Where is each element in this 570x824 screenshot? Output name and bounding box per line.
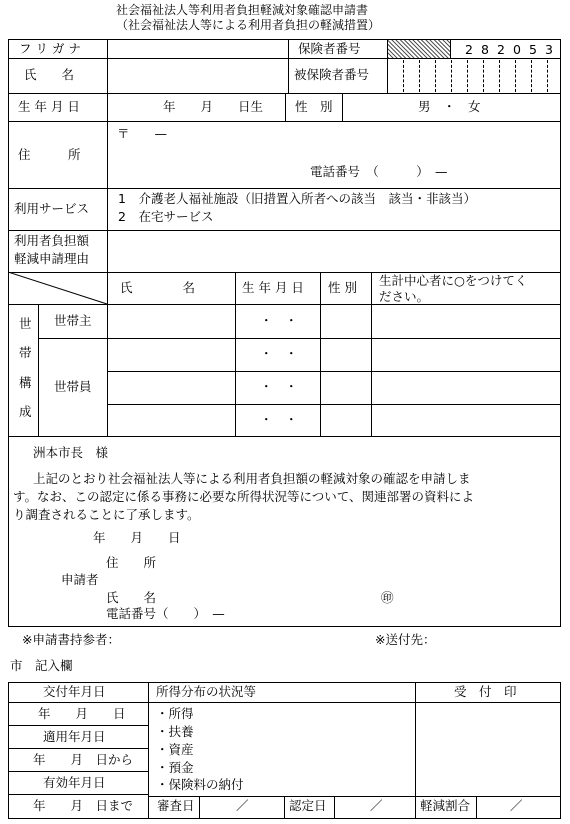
applicant-phone[interactable]: 電話番号（ ） — xyxy=(106,606,225,621)
form-title: 社会福祉法人等利用者負担軽減対象確認申請書 xyxy=(116,3,369,17)
approve-date-slash: ／ xyxy=(370,798,383,813)
service-option-1[interactable]: 1 介護老人福祉施設（旧措置入所者への該当 該当・非該当） xyxy=(118,191,476,206)
insurer-digit: 8 xyxy=(481,42,489,57)
valid-date-label: 有効年月日 xyxy=(43,775,106,790)
income-item: ・保険料の納付 xyxy=(156,777,244,792)
reason-label-line1: 利用者負担額 xyxy=(14,233,90,248)
household-header-note-2: ださい。 xyxy=(379,289,430,304)
name-label: 氏 名 xyxy=(24,67,75,82)
household-head-label: 世帯主 xyxy=(54,313,92,328)
issue-date-field[interactable]: 年 月 日 xyxy=(38,706,126,721)
application-date[interactable]: 年 月 日 xyxy=(93,530,181,545)
household-header-note: 生計中心者に○をつけてく xyxy=(379,273,528,288)
insurer-digit: 2 xyxy=(497,42,505,57)
income-item: ・扶養 xyxy=(156,724,194,739)
service-option-2[interactable]: 2 在宅サービス xyxy=(118,209,214,224)
sendto-note: ※送付先： xyxy=(375,632,436,647)
applicant-address-label: 住 所 xyxy=(106,555,157,570)
declaration-text-1: 上記のとおり社会福祉法人等による利用者負担額の軽減対象の確認を申請しま xyxy=(33,471,471,486)
insurer-number-label: 保険者番号 xyxy=(298,41,361,56)
bearer-note: ※申請書持参者： xyxy=(22,632,120,647)
postal-code-field[interactable]: 〒 — xyxy=(117,126,168,141)
phone-field[interactable]: 電話番号 （ ） — xyxy=(310,164,448,179)
birth-date-dots: ・ ・ xyxy=(260,346,298,361)
household-member-label: 世帯員 xyxy=(54,379,92,394)
reduction-rate-slash: ／ xyxy=(510,798,523,813)
issue-date-label: 交付年月日 xyxy=(43,684,106,699)
diagonal-line xyxy=(8,272,108,305)
birth-date-field[interactable]: 年 月 日生 xyxy=(163,99,264,114)
receipt-stamp-label: 受 付 印 xyxy=(454,684,517,699)
household-side-char: 世 xyxy=(19,316,32,331)
reason-field[interactable] xyxy=(108,231,560,272)
household-side-char: 帯 xyxy=(19,345,32,360)
applicant-name-label: 氏 名 xyxy=(106,590,157,605)
approve-date-label: 認定日 xyxy=(289,798,327,813)
household-side-char: 成 xyxy=(19,404,32,419)
insured-number-field[interactable] xyxy=(388,60,560,92)
apply-date-label: 適用年月日 xyxy=(43,729,106,744)
birth-date-dots: ・ ・ xyxy=(260,412,298,427)
applicant-label: 申請者 xyxy=(61,572,99,587)
household-header-birth: 生 年 月 日 xyxy=(242,280,304,295)
insurer-digit: 3 xyxy=(545,42,553,57)
declaration-text-2: す。なお、この認定に係る事務に必要な所得状況等について、関連部署の資料によ xyxy=(13,489,475,504)
sex-options[interactable]: 男 ・ 女 xyxy=(418,99,481,114)
insurer-digit: 0 xyxy=(513,42,521,57)
service-label: 利用サービス xyxy=(14,201,90,216)
name-field[interactable] xyxy=(108,59,287,92)
furigana-label: フ リ ガ ナ xyxy=(19,41,81,56)
birth-label: 生 年 月 日 xyxy=(18,99,80,114)
insurer-digit: 2 xyxy=(465,42,473,57)
household-side-char: 構 xyxy=(19,375,32,390)
office-section-title: 市 記入欄 xyxy=(10,658,73,673)
apply-from-field[interactable]: 年 月 日から xyxy=(33,752,134,767)
form-subtitle: （社会福祉法人等による利用者負担の軽減措置） xyxy=(116,18,381,32)
review-date-label: 審査日 xyxy=(157,798,195,813)
household-header-name: 氏 名 xyxy=(120,280,196,295)
insurer-digit: 5 xyxy=(529,42,537,57)
income-item: ・所得 xyxy=(156,706,194,721)
review-date-slash: ／ xyxy=(236,798,249,813)
birth-date-dots: ・ ・ xyxy=(260,313,298,328)
valid-until-field[interactable]: 年 月 日まで xyxy=(33,798,134,813)
household-header-sex: 性 別 xyxy=(328,280,357,295)
reduction-rate-label: 軽減割合 xyxy=(420,798,471,813)
seal-mark: ㊞ xyxy=(381,590,394,605)
declaration-text-3: り調査されることに了承します。 xyxy=(13,507,200,522)
birth-date-dots: ・ ・ xyxy=(260,379,298,394)
insured-number-label: 被保険者番号 xyxy=(294,67,370,82)
addressee: 洲本市長 様 xyxy=(33,445,109,460)
sex-label: 性 別 xyxy=(295,99,333,114)
income-status-label: 所得分布の状況等 xyxy=(156,684,257,699)
address-label: 住 所 xyxy=(18,147,81,162)
income-item: ・資産 xyxy=(156,742,194,757)
reason-label-line2: 軽減申請理由 xyxy=(14,251,90,266)
income-item: ・預金 xyxy=(156,760,194,775)
